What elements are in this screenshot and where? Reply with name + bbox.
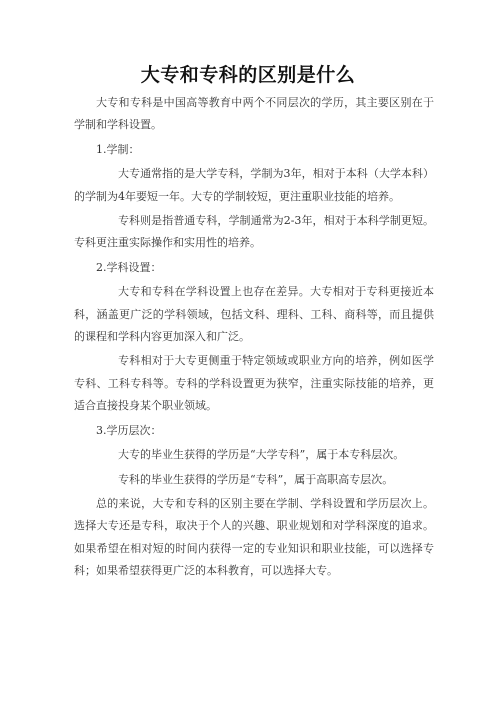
- paragraph-dazhuan-level: 大专的毕业生获得的学历是“大学专科”，属于本专科层次。: [118, 448, 405, 462]
- paragraph-dazhuan-subjects: 大专和专科在学科设置上也存在差异。大专相对于专科更接近本科，涵盖更广泛的学科领域，包括文科、理科、工科、商科等，而且提供的课程和学科内容更加深入和广泛。: [74, 285, 434, 344]
- paragraph-summary: 总的来说，大专和专科的区别主要在学制、学科设置和学历层次上。选择大专还是专科，取决于个人的兴趣、职业规划和对学科深度的追求。如果希望在相对短的时间内获得一定的专业知识和职业技能，可以选择专科；如果希望获得更广泛的本科教育，可以选择大专。: [74, 496, 434, 578]
- paragraph-dazhuan-duration: 大专通常指的是大学专科，学制为3年，相对于本科（大学本科）的学制为4年要短一年。大专的学制较短，更注重职业技能的培养。: [74, 167, 434, 203]
- section-heading-duration: 1.学制：: [96, 142, 140, 156]
- document-body: [74, 92, 434, 585]
- paragraph-zhuanke-level: 专科的毕业生获得的学历是“专科”，属于高职高专层次。: [118, 472, 394, 486]
- paragraph-zhuanke-subjects: 专科相对于大专更侧重于特定领域或职业方向的培养，例如医学专科、工科专科等。专科的学科设置更为狭窄，注重实际技能的培养，更适合直接投身某个职业领域。: [74, 354, 434, 413]
- section-heading-level: 3.学历层次：: [96, 423, 162, 437]
- paragraph-intro: 大专和专科是中国高等教育中两个不同层次的学历，其主要区别在于学制和学科设置。: [74, 96, 434, 132]
- paragraph-zhuanke-duration: 专科则是指普通专科，学制通常为2-3年，相对于本科学制更短。专科更注重实际操作和实用性的培养。: [74, 214, 434, 250]
- document-title: 大专和专科的区别是什么: [140, 64, 356, 86]
- section-heading-subjects: 2.学科设置：: [96, 260, 162, 274]
